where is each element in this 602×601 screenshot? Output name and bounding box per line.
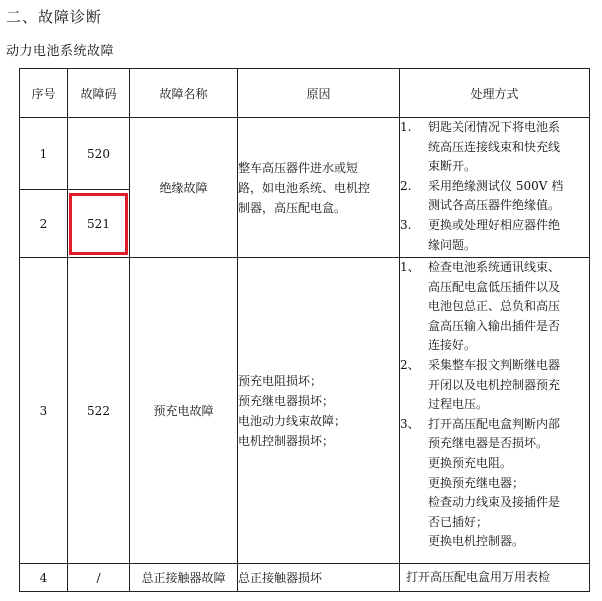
method-step: 2、 采集整车报文判断继电器 开闭以及电机控制器预充 过程电压。 bbox=[400, 357, 561, 412]
fault-table bbox=[19, 68, 590, 592]
cell-fault-name: 绝缘故障 bbox=[130, 118, 238, 258]
reason-line: 电池动力线束故障； bbox=[238, 413, 347, 428]
cell-reason bbox=[238, 118, 400, 258]
table-row bbox=[20, 564, 590, 592]
method-step: 3. 更换或处理好相应器件绝 缘问题。 bbox=[400, 217, 561, 252]
cell-seq: 2 bbox=[20, 190, 68, 258]
reason-line: 预充电阻损坏； bbox=[238, 373, 323, 388]
cell-fault-name: 预充电故障 bbox=[130, 258, 238, 564]
header-method: 处理方式 bbox=[400, 69, 590, 118]
reason-line: 预充继电器损坏； bbox=[238, 393, 335, 408]
cell-seq: 1 bbox=[20, 118, 68, 190]
cell-fault-name: 总正接触器故障 bbox=[130, 564, 238, 592]
method-step: 1、 检查电池系统通讯线束、 高压配电盒低压插件以及 电池包总正、总负和高压 盒高压输入输出插件是否 连接好。 bbox=[400, 260, 561, 353]
header-code: 故障码 bbox=[68, 69, 130, 118]
method-step: 1. 钥匙关闭情况下将电池系 统高压连接线束和快充线 束断开。 bbox=[400, 120, 561, 174]
cell-reason: 总正接触器损坏 bbox=[238, 564, 400, 592]
subsection-title: 动力电池系统故障 bbox=[6, 44, 115, 59]
section-title: 二、故障诊断 bbox=[6, 8, 103, 26]
cell-method bbox=[400, 118, 590, 258]
cell-code: 520 bbox=[68, 118, 130, 190]
header-reason: 原因 bbox=[238, 69, 400, 118]
reason-line: 整车高压器件进水或短 bbox=[238, 160, 359, 175]
cell-method bbox=[400, 258, 590, 564]
table-row bbox=[20, 258, 590, 564]
cell-code: 522 bbox=[68, 258, 130, 564]
method-step: 2. 采用绝缘测试仪 500V 档 测试各高压器件绝缘值。 bbox=[400, 178, 564, 213]
header-seq: 序号 bbox=[20, 69, 68, 118]
table-row bbox=[20, 118, 590, 190]
reason-line: 路，如电池系统、电机控 bbox=[238, 180, 371, 195]
cell-seq: 4 bbox=[20, 564, 68, 592]
method-extra: 更换预充电阻。 更换预充继电器； 检查动力线束及接插件是 否已插好； 更换电机控制器。 bbox=[428, 455, 561, 549]
cell-code: / bbox=[68, 564, 130, 592]
header-name: 故障名称 bbox=[130, 69, 238, 118]
highlight-box: 521 bbox=[69, 193, 128, 255]
cell-reason bbox=[238, 258, 400, 564]
method-step: 3、 打开高压配电盒判断内部 预充继电器是否损坏。 bbox=[400, 416, 561, 451]
table-header-row bbox=[20, 69, 590, 118]
cell-seq: 3 bbox=[20, 258, 68, 564]
reason-line: 电机控制器损坏； bbox=[238, 433, 335, 448]
reason-line: 制器，高压配电盒。 bbox=[238, 200, 347, 215]
cell-method: 打开高压配电盒用万用表检 bbox=[400, 564, 590, 592]
cell-code-highlighted bbox=[68, 190, 130, 258]
